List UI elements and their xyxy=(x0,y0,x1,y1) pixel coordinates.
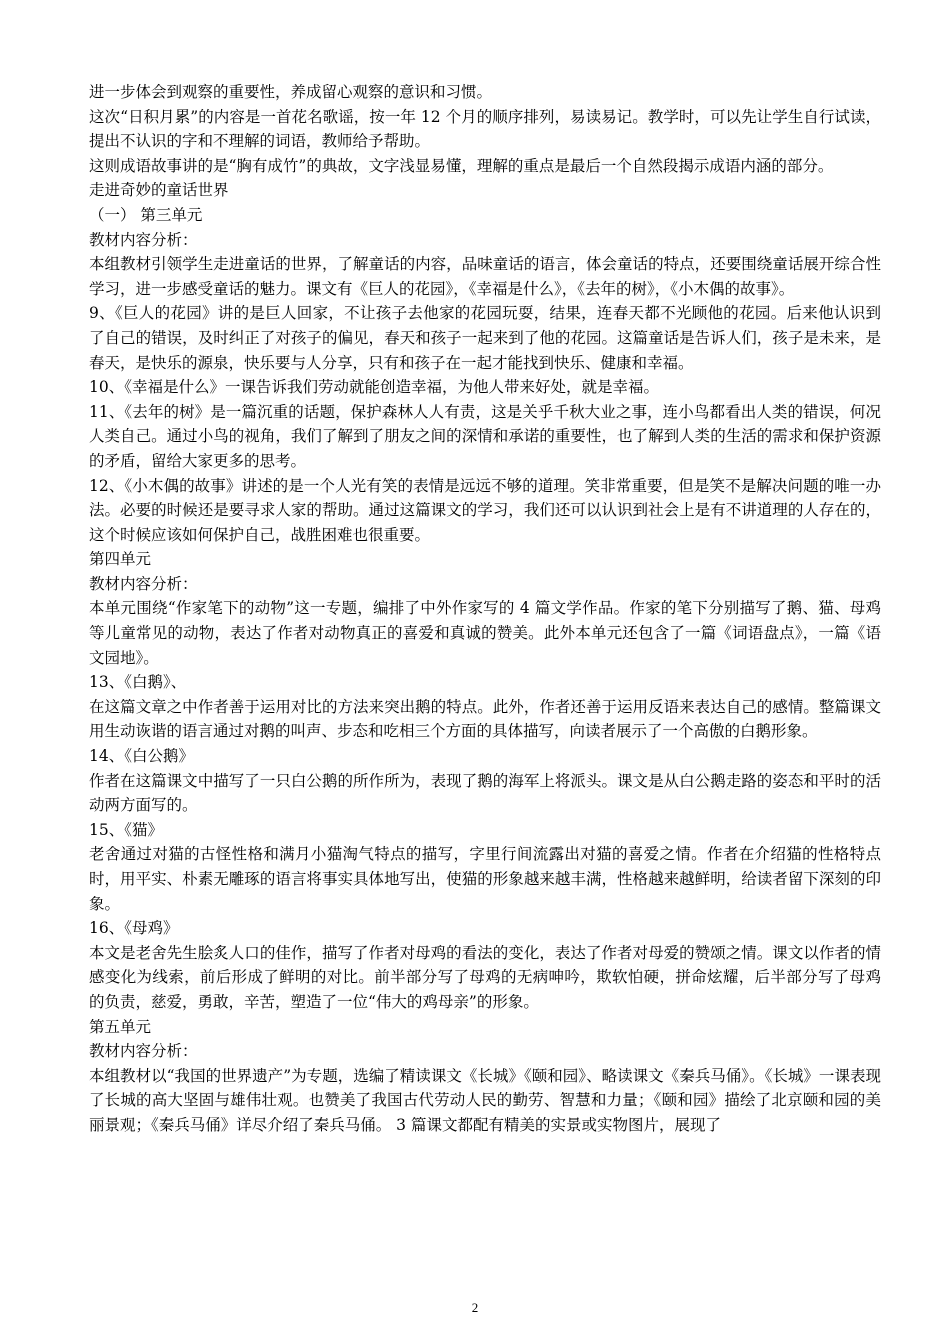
paragraph: 9、《巨人的花园》讲的是巨人回家，不让孩子去他家的花园玩耍，结果，连春天都不光顾他的花园。后来他认识到了自己的错误，及时纠正了对孩子的偏见，春天和孩子一起来到了他的花园。这篇童话是告诉人们，孩子是未来，是春天，是快乐的源泉，快乐要与人分享，只有和孩子在一起才能找到快乐、健康和幸福。 xyxy=(89,304,881,372)
paragraph: 本文是老舍先生脍炙人口的佳作，描写了作者对母鸡的看法的变化，表达了作者对母爱的赞颂之情。课文以作者的情感变化为线索，前后形成了鲜明的对比。前半部分写了母鸡的无病呻吟，欺软怕硬，拼命炫耀，后半部分写了母鸡 的负责，慈爱，勇敢，辛苦，塑造了一位“伟大的鸡母亲”的形象。 xyxy=(89,943,881,1011)
paragraph: 这则成语故事讲的是“胸有成竹”的典故，文字浅显易懂，理解的重点是最后一个自然段揭示成语内涵的部分。 xyxy=(89,156,834,175)
paragraph: 在这篇文章之中作者善于运用对比的方法来突出鹅的特点。此外，作者还善于运用反语来表达自己的感情。整篇课文用生动诙谐的语言通过对鹅的叫声、步态和吃相三个方面的具体描写，向读者展示了一个高傲的白鹅形象。 xyxy=(89,697,881,741)
page-number: 2 xyxy=(471,1300,479,1315)
unit-heading: 第四单元 xyxy=(89,550,152,569)
paragraph: 本单元围绕“作家笔下的动物”这一专题，编排了中外作家写的 4 篇文学作品。作家的笔下分别描写了鹅、猫、母鸡等儿童常见的动物，表达了作者对动物真正的喜爱和真诚的赞美。此外本单元还包含了一篇《词语盘点》，一篇《语文园地》。 xyxy=(89,599,881,667)
lesson-title: 13、《白鹅》、 xyxy=(89,673,187,692)
body-text xyxy=(89,80,881,1138)
paragraph: 12、《小木偶的故事》讲述的是一个人光有笑的表情是远远不够的道理。笑非常重要，但是笑不是解决问题的唯一办法。必要的时候还是要寻求人家的帮助。通过这篇课文的学习，我们还可以认识到社会上是有不讲道理的人存在的，这个时候应该如何保护自己，战胜困难也很重要。 xyxy=(89,476,881,544)
paragraph: 11、《去年的树》是一篇沉重的话题，保护森林人人有责，这是关乎千秋大业之事，连小鸟都看出人类的错误，何况人类自己。通过小鸟的视角，我们了解到了朋友之间的深情和承诺的重要性，也了解到人类的生活的需求和保护资源的矛盾，留给大家更多的思考。 xyxy=(89,402,881,470)
paragraph: 老舍通过对猫的古怪性格和满月小猫淘气特点的描写，字里行间流露出对猫的喜爱之情。作者在介绍猫的性格特点时，用平实、朴素无雕琢的语言将事实具体地写出，使猫的形象越来越丰满，性格越来越鲜明，给读者留下深刻的印象。 xyxy=(89,845,881,913)
paragraph: 作者在这篇课文中描写了一只白公鹅的所作所为，表现了鹅的海军上将派头。课文是从白公鹅走路的姿态和平时的活动两方面写的。 xyxy=(89,771,881,815)
subheading: 教材内容分析： xyxy=(89,1042,198,1061)
unit-heading: （一） 第三单元 xyxy=(89,205,203,224)
lesson-title: 16、《母鸡》 xyxy=(89,919,179,938)
paragraph: 10、《幸福是什么》一课告诉我们劳动就能创造幸福，为他人带来好处，就是幸福。 xyxy=(89,378,659,397)
section-heading: 走进奇妙的童话世界 xyxy=(89,181,229,200)
lesson-title: 15、《猫》 xyxy=(89,820,163,839)
paragraph: 进一步体会到观察的重要性，养成留心观察的意识和习惯。 xyxy=(89,83,493,101)
subheading: 教材内容分析： xyxy=(89,230,198,249)
lesson-title: 14、《白公鹅》 xyxy=(89,747,194,766)
paragraph: 这次“日积月累”的内容是一首花名歌谣，按一年 12 个月的顺序排列，易读易记。教学时，可以先让学生自行试读，提出不认识的字和不理解的词语，教师给予帮助。 xyxy=(89,107,881,151)
paragraph: 本组教材引领学生走进童话的世界，了解童话的内容，品味童话的语言，体会童话的特点，还要围绕童话展开综合性学习，进一步感受童话的魅力。课文有《巨人的花园》，《幸福是什么》，《去年的树》，《小木偶的故事》。 xyxy=(89,255,881,298)
unit-heading: 第五单元 xyxy=(89,1017,152,1036)
subheading: 教材内容分析： xyxy=(89,574,198,593)
paragraph: 本组教材以“我国的世界遗产”为专题，选编了精读课文《长城》《颐和园》、略读课文《秦兵马俑》。《长城》一课表现了长城的高大坚固与雄伟壮观。也赞美了我国古代劳动人民的勤劳、智慧和力量；《颐和园》描绘了北京颐和园的美丽景观；《秦兵马俑》详尽介绍了秦兵马俑。 3 篇课文都配有精美的实景或实物图片，展现了 xyxy=(89,1066,881,1134)
